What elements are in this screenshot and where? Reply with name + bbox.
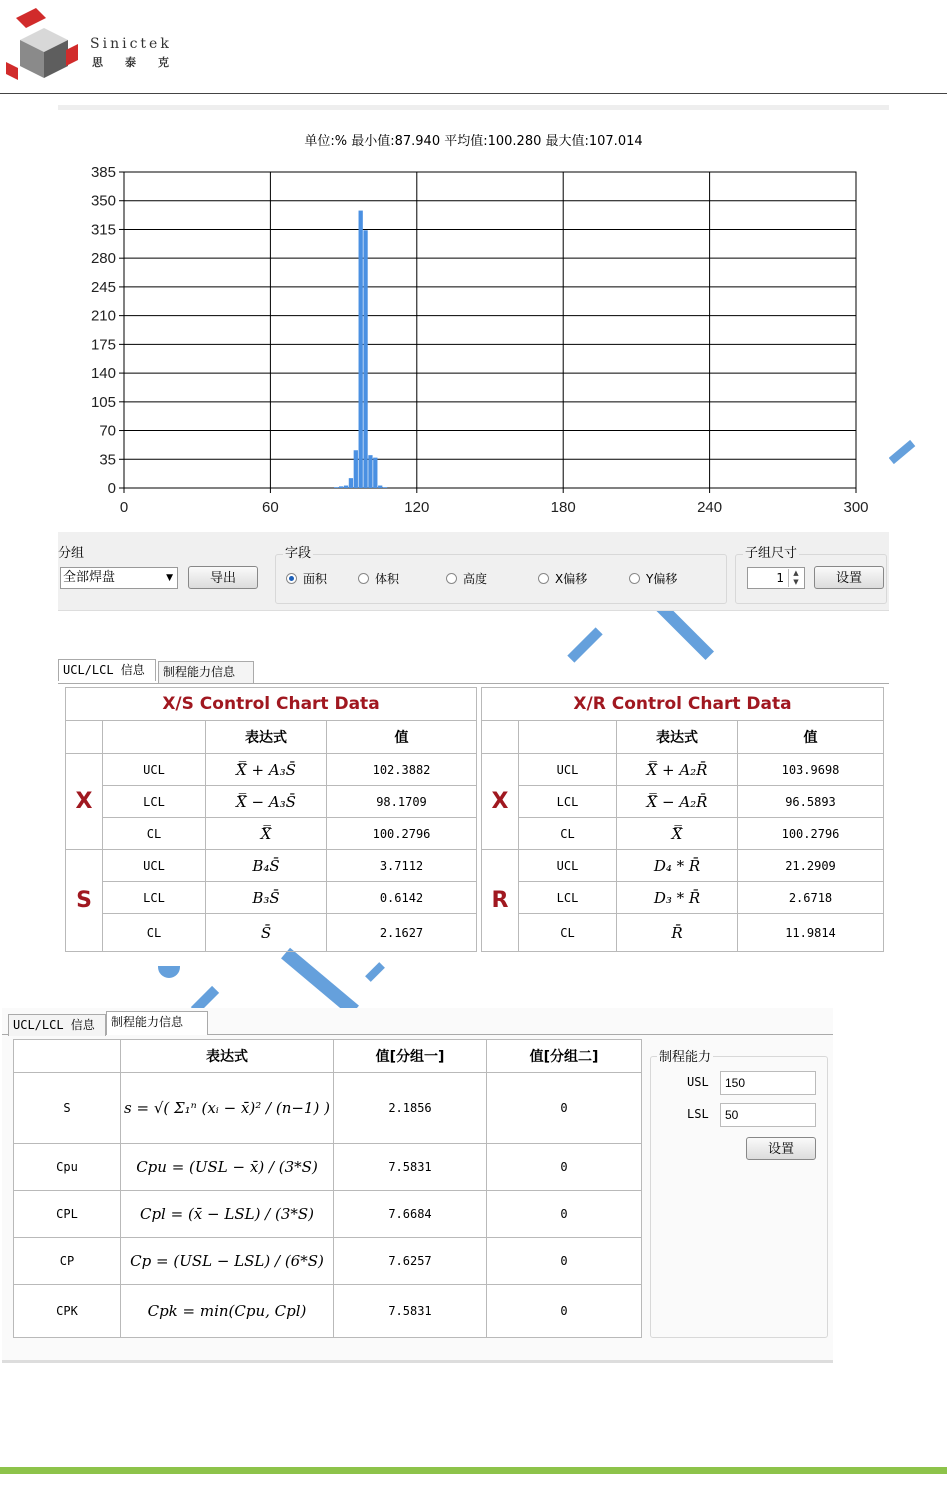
row-name: LCL — [103, 786, 206, 818]
cap-header-group1: 值[分组一] — [334, 1040, 487, 1073]
group-select-value: 全部焊盘 — [63, 570, 116, 585]
cap-header-expr: 表达式 — [121, 1040, 334, 1073]
row-expression: Cpl = (x̄ − LSL) / (3*S) — [121, 1191, 334, 1238]
chart-title: 单位:% 最小值:87.940 平均值:100.280 最大值:107.014 — [304, 134, 643, 149]
xr-group-x: X — [482, 754, 519, 850]
row-value: 11.9814 — [738, 914, 884, 952]
xr-header-value: 值 — [738, 721, 884, 754]
row-name: CL — [519, 818, 617, 850]
row-name: LCL — [103, 882, 206, 914]
x-tick-label: 60 — [262, 499, 279, 516]
watermark-arrow — [365, 962, 385, 982]
y-tick-label: 175 — [90, 336, 116, 354]
row-value-group1: 7.5831 — [334, 1144, 487, 1191]
row-expression: S̄ — [206, 914, 327, 952]
row-name: UCL — [519, 850, 617, 882]
y-tick-label: 350 — [90, 192, 116, 210]
row-value-group2: 0 — [487, 1238, 642, 1285]
capability-settings-groupbox — [650, 1056, 828, 1338]
brand-name-cn: 思泰克 — [92, 56, 191, 69]
histogram-bar — [349, 478, 353, 488]
chevron-down-icon: ▼ — [166, 573, 173, 583]
row-value: 102.3882 — [327, 754, 477, 786]
usl-input[interactable] — [720, 1071, 816, 1095]
histogram-bar — [334, 487, 338, 488]
document-header — [0, 0, 947, 94]
subgroup-label: 子组尺寸 — [743, 542, 799, 561]
xs-header-value: 值 — [327, 721, 477, 754]
radio-area[interactable] — [286, 570, 327, 587]
row-value-group1: 7.6257 — [334, 1238, 487, 1285]
radio-dot — [286, 573, 297, 584]
field-label: 字段 — [283, 542, 313, 561]
row-value-group2: 0 — [487, 1144, 642, 1191]
row-value: 96.5893 — [738, 786, 884, 818]
row-value: 98.1709 — [327, 786, 477, 818]
xr-header-expr: 表达式 — [617, 721, 738, 754]
y-tick-label: 315 — [90, 221, 116, 239]
x-tick-label: 120 — [404, 499, 430, 516]
histogram-bar — [378, 486, 382, 488]
row-name: CPK — [14, 1285, 121, 1338]
group-select[interactable] — [60, 567, 178, 589]
histogram-bar — [368, 455, 372, 488]
row-value: 3.7112 — [327, 850, 477, 882]
row-expression: X̿ + A₃S̄ — [206, 754, 327, 786]
y-tick-label: 0 — [107, 480, 116, 497]
histogram-bar — [363, 230, 367, 488]
row-name: UCL — [519, 754, 617, 786]
tab-bar-bottom — [2, 1008, 833, 1035]
watermark-arrow — [889, 440, 916, 464]
row-expression: X̿ — [617, 818, 738, 850]
histogram-bar — [354, 450, 358, 488]
radio-dot — [358, 573, 369, 584]
y-tick-label: 280 — [90, 250, 116, 268]
y-tick-label: 140 — [90, 365, 116, 383]
xr-table-title: X/R Control Chart Data — [482, 688, 884, 721]
plot-area — [124, 172, 856, 488]
histogram-bar — [339, 486, 343, 488]
chart-controls — [58, 532, 889, 611]
row-value: 103.9698 — [738, 754, 884, 786]
capability-settings-title: 制程能力 — [657, 1046, 713, 1065]
tab-ucl-lcl[interactable]: UCL/LCL 信息 — [8, 1014, 106, 1036]
row-expression: D₃ * R̄ — [617, 882, 738, 914]
subgroup-size-stepper[interactable] — [747, 567, 805, 589]
cap-header-group2: 值[分组二] — [487, 1040, 642, 1073]
row-value: 100.2796 — [327, 818, 477, 850]
capability-table — [13, 1039, 642, 1338]
row-expression: X̿ − A₃S̄ — [206, 786, 327, 818]
row-name: S — [14, 1073, 121, 1144]
row-expression: s = √( Σ₁ⁿ (xᵢ − x̄)² / (n−1) ) — [121, 1073, 334, 1144]
radio-label: 高度 — [463, 572, 488, 586]
row-name: LCL — [519, 786, 617, 818]
xs-group-x: X — [66, 754, 103, 850]
radio-volume[interactable] — [358, 570, 399, 587]
blank-cell — [103, 721, 206, 754]
y-tick-label: 385 — [90, 164, 116, 181]
histogram-bar — [383, 487, 387, 488]
row-value-group1: 7.5831 — [334, 1285, 487, 1338]
histogram-panel — [58, 105, 889, 535]
radio-label: X偏移 — [555, 572, 588, 586]
row-value: 2.1627 — [327, 914, 477, 952]
blank-cell — [519, 721, 617, 754]
xs-header-expr: 表达式 — [206, 721, 327, 754]
histogram-chart — [58, 110, 889, 535]
row-expression: X̿ − A₂R̄ — [617, 786, 738, 818]
row-value-group2: 0 — [487, 1285, 642, 1338]
tab-capability[interactable]: 制程能力信息 — [158, 661, 254, 683]
row-name: CL — [103, 818, 206, 850]
y-tick-label: 210 — [90, 307, 116, 325]
row-expression: Cpk = min(Cpu, Cpl) — [121, 1285, 334, 1338]
tab-capability[interactable]: 制程能力信息 — [106, 1011, 208, 1035]
row-expression: B₃S̄ — [206, 882, 327, 914]
y-tick-label: 105 — [90, 393, 116, 411]
spin-arrows-icon[interactable]: ▲ ▼ — [788, 569, 803, 587]
row-value-group2: 0 — [487, 1191, 642, 1238]
row-expression: X̿ + A₂R̄ — [617, 754, 738, 786]
watermark-arrow — [158, 966, 180, 978]
blank-cell — [482, 721, 519, 754]
watermark-arrow — [281, 948, 359, 1017]
row-expression: X̿ — [206, 818, 327, 850]
radio-x-offset[interactable] — [538, 570, 587, 587]
brand-name: Sinictek — [90, 36, 172, 52]
lsl-label: LSL — [687, 1107, 709, 1121]
subgroup-set-button[interactable]: 设置 — [814, 566, 884, 589]
row-expression: D₄ * R̄ — [617, 850, 738, 882]
row-expression: B₄S̄ — [206, 850, 327, 882]
usl-label: USL — [687, 1075, 709, 1089]
row-value: 0.6142 — [327, 882, 477, 914]
blank-cell — [14, 1040, 121, 1073]
y-tick-label: 70 — [99, 422, 116, 440]
xr-control-table — [481, 687, 884, 952]
capability-set-button[interactable]: 设置 — [746, 1137, 816, 1160]
radio-label: Y偏移 — [646, 572, 678, 586]
row-name: UCL — [103, 754, 206, 786]
blank-cell — [66, 721, 103, 754]
row-value-group1: 7.6684 — [334, 1191, 487, 1238]
xs-table-title: X/S Control Chart Data — [66, 688, 477, 721]
xr-group-r: R — [482, 850, 519, 952]
x-tick-label: 300 — [843, 499, 869, 516]
histogram-bar — [359, 211, 363, 488]
export-button[interactable]: 导出 — [188, 566, 258, 589]
row-expression: Cpu = (USL − x̄) / (3*S) — [121, 1144, 334, 1191]
tab-ucl-lcl[interactable]: UCL/LCL 信息 — [58, 659, 156, 681]
xs-group-s: S — [66, 850, 103, 952]
radio-height[interactable] — [446, 570, 487, 587]
row-name: CL — [103, 914, 206, 952]
row-value: 2.6718 — [738, 882, 884, 914]
y-tick-label: 245 — [90, 278, 116, 296]
row-value-group2: 0 — [487, 1073, 642, 1144]
radio-dot — [629, 573, 640, 584]
row-expression: R̄ — [617, 914, 738, 952]
row-name: CPL — [14, 1191, 121, 1238]
row-value-group1: 2.1856 — [334, 1073, 487, 1144]
xs-control-table — [65, 687, 477, 952]
row-value: 100.2796 — [738, 818, 884, 850]
row-value: 21.2909 — [738, 850, 884, 882]
footer-bar — [0, 1467, 947, 1474]
subgroup-size-value: 1 — [776, 571, 784, 585]
x-tick-label: 0 — [119, 499, 129, 516]
lsl-input[interactable] — [720, 1103, 816, 1127]
row-name: UCL — [103, 850, 206, 882]
row-expression: Cp = (USL − LSL) / (6*S) — [121, 1238, 334, 1285]
radio-y-offset[interactable] — [629, 570, 677, 587]
x-tick-label: 240 — [697, 499, 723, 516]
sinictek-logo — [4, 4, 84, 84]
x-tick-label: 180 — [550, 499, 576, 516]
histogram-bar — [373, 458, 377, 488]
tab-bar-top — [58, 657, 889, 684]
histogram-bar — [344, 486, 348, 488]
row-name: CL — [519, 914, 617, 952]
y-tick-label: 35 — [99, 451, 116, 469]
radio-label: 面积 — [303, 572, 328, 586]
row-name: LCL — [519, 882, 617, 914]
radio-label: 体积 — [375, 572, 400, 586]
row-name: CP — [14, 1238, 121, 1285]
group-label: 分组 — [58, 546, 85, 561]
radio-dot — [446, 573, 457, 584]
row-name: Cpu — [14, 1144, 121, 1191]
radio-dot — [538, 573, 549, 584]
